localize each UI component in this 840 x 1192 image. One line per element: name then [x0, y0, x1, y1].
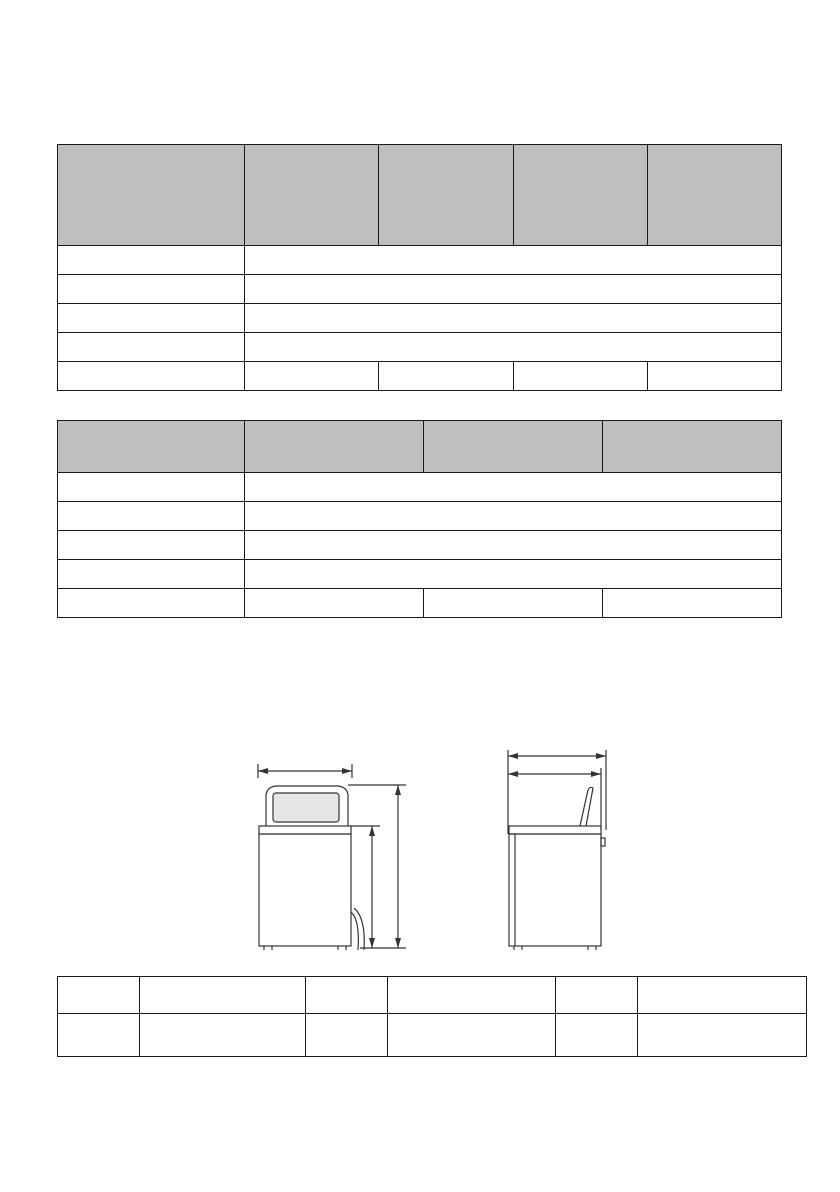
header-cell [245, 421, 424, 473]
table-row [58, 362, 782, 391]
dimension-value [638, 977, 807, 1014]
washer-front-view [258, 764, 406, 950]
dimension-diagram [240, 740, 620, 965]
header-cell [245, 145, 379, 246]
row-value [603, 589, 782, 618]
dimension-value [388, 977, 556, 1014]
row-label [58, 304, 245, 333]
header-cell [58, 145, 245, 246]
row-label [58, 333, 245, 362]
dimension-value [638, 1014, 807, 1057]
table-row [58, 977, 807, 1014]
table-row [58, 1014, 807, 1057]
row-value [245, 473, 782, 502]
dimension-label [58, 1014, 140, 1057]
row-value [245, 304, 782, 333]
spec-table-models-a [57, 144, 782, 391]
dimension-value [140, 1014, 306, 1057]
table-header-row [58, 421, 782, 473]
row-label [58, 362, 245, 391]
row-value [245, 275, 782, 304]
table-row [58, 589, 782, 618]
dimension-label [556, 977, 638, 1014]
row-value [648, 362, 782, 391]
table-row [58, 304, 782, 333]
dimension-label [306, 977, 388, 1014]
table-row [58, 531, 782, 560]
header-cell [379, 145, 514, 246]
washer-side-view [508, 750, 606, 950]
table-row [58, 473, 782, 502]
row-label [58, 589, 245, 618]
row-value [424, 589, 603, 618]
dimension-value [388, 1014, 556, 1057]
header-cell [424, 421, 603, 473]
row-value [514, 362, 648, 391]
table-row [58, 560, 782, 589]
row-value [379, 362, 514, 391]
table-row [58, 502, 782, 531]
row-label [58, 275, 245, 304]
dimension-label [58, 977, 140, 1014]
table-row [58, 333, 782, 362]
spec-table-models-b [57, 420, 782, 618]
row-value [245, 333, 782, 362]
header-cell [58, 421, 245, 473]
dimensions-table [57, 976, 807, 1057]
row-label [58, 560, 245, 589]
row-value [245, 502, 782, 531]
row-label [58, 473, 245, 502]
row-label [58, 502, 245, 531]
dimension-value [140, 977, 306, 1014]
row-value [245, 560, 782, 589]
dimension-label [556, 1014, 638, 1057]
row-value [245, 589, 424, 618]
table-header-row [58, 145, 782, 246]
header-cell [514, 145, 648, 246]
table-row [58, 246, 782, 275]
row-value [245, 531, 782, 560]
header-cell [603, 421, 782, 473]
row-label [58, 531, 245, 560]
row-value [245, 246, 782, 275]
dimension-label [306, 1014, 388, 1057]
header-cell [648, 145, 782, 246]
row-label [58, 246, 245, 275]
table-row [58, 275, 782, 304]
row-value [245, 362, 379, 391]
